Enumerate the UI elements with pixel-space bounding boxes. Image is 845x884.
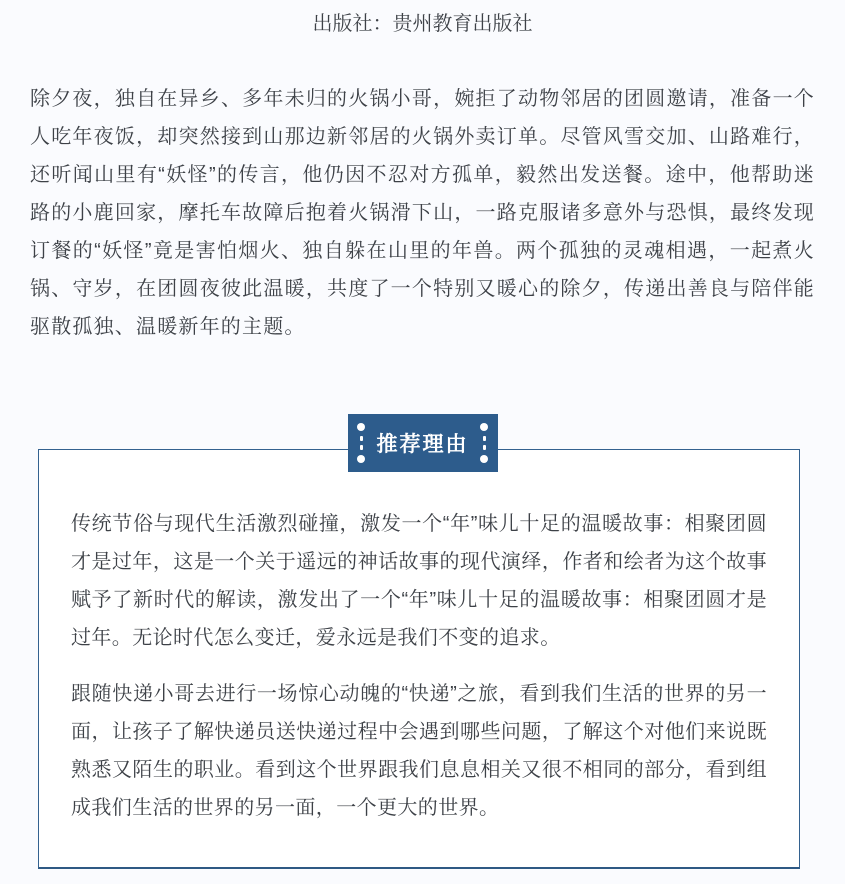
recommendation-box [38,449,800,869]
recommendation-section [0,414,845,869]
badge-dash-icon [360,436,363,441]
badge-dots-left-icon [357,423,366,463]
recommendation-badge-label: 推荐理由 [376,433,469,456]
recommendation-paragraph-1: 传统节俗与现代生活激烈碰撞，激发一个“年”味儿十足的温暖故事：相聚团圆才是过年，这是一个关于遥远的神话故事的现代演绎，作者和绘者为这个故事赋予了新时代的解读，激发出了一个“年”味儿十足的温暖故事：相聚团圆才是过年。无论时代怎么变迁，爱永远是我们不变的追求。 [71,513,767,649]
badge-dots-right-icon [480,423,489,463]
badge-dot-icon [357,423,365,431]
badge-dot-icon [480,455,488,463]
publisher-line: 出版社：贵州教育出版社 [312,13,533,35]
recommendation-badge [348,414,498,472]
recommendation-paragraph-2: 跟随快递小哥去进行一场惊心动魄的“快递”之旅，看到我们生活的世界的另一面，让孩子了解快递员送快递过程中会遇到哪些问题，了解这个对他们来说既熟悉又陌生的职业。看到这个世界跟我们息息相关又很不相同的部分，看到组成我们生活的世界的另一面，一个更大的世界。 [71,683,767,819]
badge-dash-icon [360,445,363,450]
badge-dash-icon [483,436,486,441]
badge-dot-icon [480,423,488,431]
book-summary-paragraph: 除夕夜，独自在异乡、多年未归的火锅小哥，婉拒了动物邻居的团圆邀请，准备一个人吃年夜饭，却突然接到山那边新邻居的火锅外卖订单。尽管风雪交加、山路难行，还听闻山里有“妖怪”的传言，他仍因不忍对方孤单，毅然出发送餐。途中，他帮助迷路的小鹿回家，摩托车故障后抱着火锅滑下山，一路克服诸多意外与恐惧，最终发现订餐的“妖怪”竟是害怕烟火、独自躲在山里的年兽。两个孤独的灵魂相遇，一起煮火锅、守岁，在团圆夜彼此温暖，共度了一个特别又暖心的除夕，传递出善良与陪伴能驱散孤独、温暖新年的主题。 [30,88,815,338]
badge-dot-icon [357,455,365,463]
badge-dash-icon [483,445,486,450]
